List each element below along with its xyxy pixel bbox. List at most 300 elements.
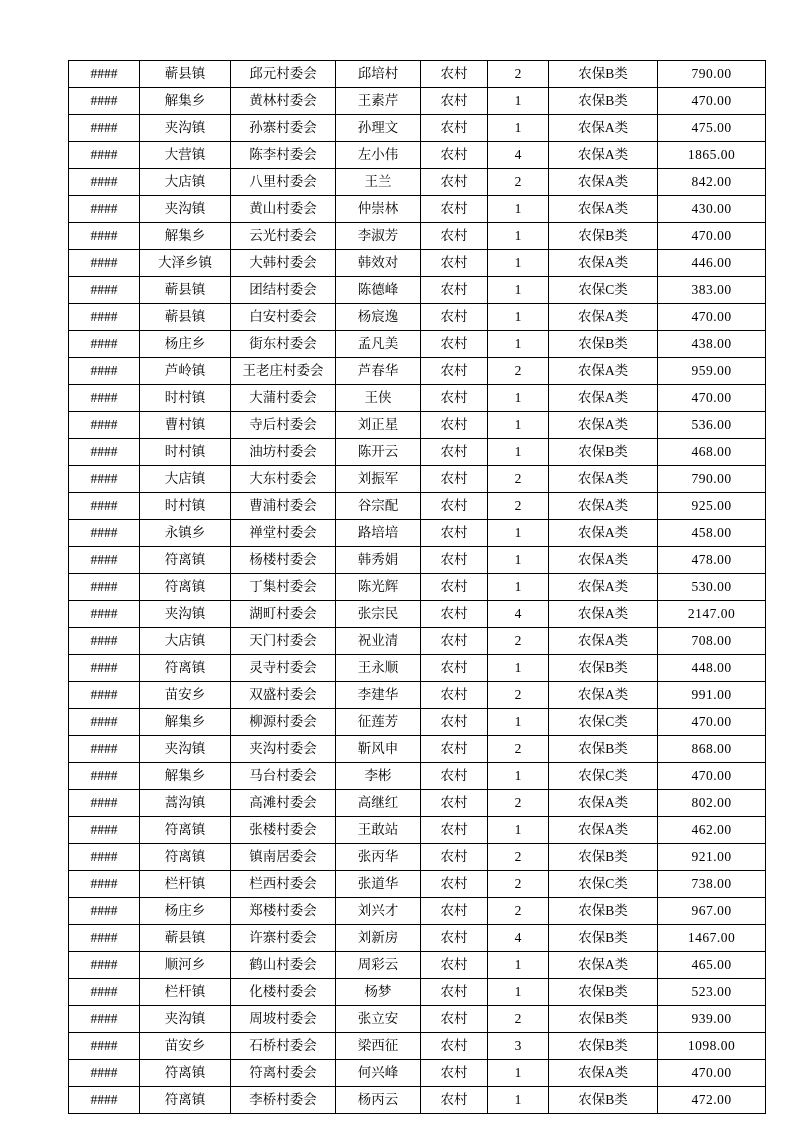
cell-amount: 462.00 — [658, 817, 766, 844]
cell-household-type: 农村 — [421, 736, 488, 763]
cell-category: 农保A类 — [549, 385, 658, 412]
cell-category: 农保A类 — [549, 169, 658, 196]
cell-village: 镇南居委会 — [231, 844, 336, 871]
cell-household-type: 农村 — [421, 898, 488, 925]
cell-town: 符离镇 — [140, 547, 231, 574]
table-row — [69, 763, 766, 790]
cell-amount: 472.00 — [658, 1087, 766, 1114]
cell-household-type: 农村 — [421, 790, 488, 817]
cell-category: 农保A类 — [549, 790, 658, 817]
cell-count: 2 — [488, 493, 549, 520]
cell-village: 湖町村委会 — [231, 601, 336, 628]
cell-village: 许寨村委会 — [231, 925, 336, 952]
cell-count: 2 — [488, 790, 549, 817]
cell-category: 农保A类 — [549, 952, 658, 979]
cell-amount: 470.00 — [658, 88, 766, 115]
cell-village: 大韩村委会 — [231, 250, 336, 277]
cell-town: 夹沟镇 — [140, 1006, 231, 1033]
cell-town: 蒿沟镇 — [140, 790, 231, 817]
cell-village: 八里村委会 — [231, 169, 336, 196]
cell-name: 孙理文 — [336, 115, 421, 142]
cell-count: 1 — [488, 277, 549, 304]
cell-code: #### — [69, 736, 140, 763]
cell-name: 路培培 — [336, 520, 421, 547]
cell-household-type: 农村 — [421, 142, 488, 169]
table-row — [69, 952, 766, 979]
cell-name: 王永顺 — [336, 655, 421, 682]
cell-count: 1 — [488, 655, 549, 682]
cell-town: 夹沟镇 — [140, 196, 231, 223]
cell-town: 时村镇 — [140, 385, 231, 412]
cell-category: 农保A类 — [549, 682, 658, 709]
cell-count: 2 — [488, 169, 549, 196]
cell-village: 周坡村委会 — [231, 1006, 336, 1033]
cell-town: 符离镇 — [140, 574, 231, 601]
cell-household-type: 农村 — [421, 1006, 488, 1033]
cell-town: 夹沟镇 — [140, 115, 231, 142]
cell-town: 夹沟镇 — [140, 601, 231, 628]
cell-household-type: 农村 — [421, 88, 488, 115]
cell-village: 禅堂村委会 — [231, 520, 336, 547]
cell-amount: 430.00 — [658, 196, 766, 223]
cell-name: 刘正星 — [336, 412, 421, 439]
cell-count: 1 — [488, 574, 549, 601]
cell-village: 灵寺村委会 — [231, 655, 336, 682]
cell-amount: 2147.00 — [658, 601, 766, 628]
cell-town: 解集乡 — [140, 763, 231, 790]
cell-amount: 921.00 — [658, 844, 766, 871]
cell-category: 农保A类 — [549, 628, 658, 655]
cell-count: 1 — [488, 763, 549, 790]
table-row — [69, 331, 766, 358]
cell-code: #### — [69, 979, 140, 1006]
cell-code: #### — [69, 61, 140, 88]
cell-household-type: 农村 — [421, 169, 488, 196]
cell-amount: 967.00 — [658, 898, 766, 925]
table-row — [69, 844, 766, 871]
cell-count: 2 — [488, 466, 549, 493]
cell-code: #### — [69, 412, 140, 439]
table-body — [69, 61, 766, 1114]
cell-household-type: 农村 — [421, 277, 488, 304]
cell-category: 农保A类 — [549, 196, 658, 223]
cell-category: 农保B类 — [549, 1006, 658, 1033]
cell-code: #### — [69, 925, 140, 952]
cell-village: 李桥村委会 — [231, 1087, 336, 1114]
table-row — [69, 61, 766, 88]
cell-village: 孙寨村委会 — [231, 115, 336, 142]
cell-count: 3 — [488, 1033, 549, 1060]
table-row — [69, 493, 766, 520]
table-row — [69, 439, 766, 466]
cell-name: 李建华 — [336, 682, 421, 709]
cell-count: 2 — [488, 628, 549, 655]
table-row — [69, 601, 766, 628]
cell-village: 符离村委会 — [231, 1060, 336, 1087]
cell-name: 邱培村 — [336, 61, 421, 88]
cell-town: 永镇乡 — [140, 520, 231, 547]
cell-code: #### — [69, 790, 140, 817]
cell-village: 石桥村委会 — [231, 1033, 336, 1060]
cell-name: 李淑芳 — [336, 223, 421, 250]
cell-amount: 1467.00 — [658, 925, 766, 952]
cell-amount: 925.00 — [658, 493, 766, 520]
cell-amount: 1098.00 — [658, 1033, 766, 1060]
cell-category: 农保A类 — [549, 493, 658, 520]
cell-amount: 802.00 — [658, 790, 766, 817]
cell-household-type: 农村 — [421, 817, 488, 844]
cell-town: 解集乡 — [140, 88, 231, 115]
cell-count: 1 — [488, 1087, 549, 1114]
cell-code: #### — [69, 250, 140, 277]
cell-code: #### — [69, 493, 140, 520]
cell-village: 王老庄村委会 — [231, 358, 336, 385]
cell-amount: 446.00 — [658, 250, 766, 277]
cell-name: 陈德峰 — [336, 277, 421, 304]
cell-category: 农保A类 — [549, 466, 658, 493]
cell-count: 1 — [488, 115, 549, 142]
cell-name: 仲崇林 — [336, 196, 421, 223]
cell-category: 农保A类 — [549, 250, 658, 277]
table-row — [69, 223, 766, 250]
table-row — [69, 115, 766, 142]
cell-household-type: 农村 — [421, 763, 488, 790]
table-row — [69, 655, 766, 682]
table-row — [69, 358, 766, 385]
cell-household-type: 农村 — [421, 223, 488, 250]
cell-category: 农保B类 — [549, 1087, 658, 1114]
cell-town: 解集乡 — [140, 709, 231, 736]
cell-amount: 790.00 — [658, 466, 766, 493]
cell-name: 陈开云 — [336, 439, 421, 466]
cell-town: 苗安乡 — [140, 1033, 231, 1060]
cell-count: 1 — [488, 331, 549, 358]
cell-amount: 475.00 — [658, 115, 766, 142]
cell-amount: 438.00 — [658, 331, 766, 358]
cell-name: 张宗民 — [336, 601, 421, 628]
table-row — [69, 277, 766, 304]
cell-category: 农保B类 — [549, 61, 658, 88]
table-row — [69, 385, 766, 412]
cell-village: 黄林村委会 — [231, 88, 336, 115]
cell-code: #### — [69, 358, 140, 385]
cell-name: 周彩云 — [336, 952, 421, 979]
cell-code: #### — [69, 844, 140, 871]
cell-code: #### — [69, 223, 140, 250]
cell-code: #### — [69, 277, 140, 304]
cell-town: 大营镇 — [140, 142, 231, 169]
cell-household-type: 农村 — [421, 520, 488, 547]
cell-town: 时村镇 — [140, 493, 231, 520]
cell-code: #### — [69, 439, 140, 466]
table-row — [69, 169, 766, 196]
cell-code: #### — [69, 1033, 140, 1060]
cell-count: 1 — [488, 412, 549, 439]
cell-category: 农保B类 — [549, 925, 658, 952]
cell-amount: 478.00 — [658, 547, 766, 574]
cell-name: 杨梦 — [336, 979, 421, 1006]
cell-category: 农保B类 — [549, 898, 658, 925]
cell-town: 大店镇 — [140, 628, 231, 655]
cell-name: 祝业清 — [336, 628, 421, 655]
cell-code: #### — [69, 1087, 140, 1114]
cell-category: 农保A类 — [549, 817, 658, 844]
table-row — [69, 925, 766, 952]
cell-household-type: 农村 — [421, 547, 488, 574]
cell-amount: 468.00 — [658, 439, 766, 466]
cell-category: 农保A类 — [549, 304, 658, 331]
cell-household-type: 农村 — [421, 844, 488, 871]
table-row — [69, 790, 766, 817]
cell-household-type: 农村 — [421, 655, 488, 682]
cell-town: 大店镇 — [140, 169, 231, 196]
cell-household-type: 农村 — [421, 412, 488, 439]
cell-count: 4 — [488, 925, 549, 952]
cell-town: 蕲县镇 — [140, 61, 231, 88]
cell-village: 白安村委会 — [231, 304, 336, 331]
cell-household-type: 农村 — [421, 493, 488, 520]
cell-count: 2 — [488, 844, 549, 871]
cell-village: 陈李村委会 — [231, 142, 336, 169]
cell-village: 寺后村委会 — [231, 412, 336, 439]
cell-town: 时村镇 — [140, 439, 231, 466]
cell-household-type: 农村 — [421, 250, 488, 277]
cell-village: 大蒲村委会 — [231, 385, 336, 412]
cell-household-type: 农村 — [421, 925, 488, 952]
cell-town: 杨庄乡 — [140, 898, 231, 925]
cell-village: 云光村委会 — [231, 223, 336, 250]
cell-household-type: 农村 — [421, 628, 488, 655]
cell-code: #### — [69, 709, 140, 736]
cell-category: 农保B类 — [549, 439, 658, 466]
table-row — [69, 520, 766, 547]
cell-town: 顺河乡 — [140, 952, 231, 979]
cell-village: 团结村委会 — [231, 277, 336, 304]
cell-village: 柳源村委会 — [231, 709, 336, 736]
cell-category: 农保A类 — [549, 358, 658, 385]
table-row — [69, 547, 766, 574]
cell-code: #### — [69, 169, 140, 196]
cell-code: #### — [69, 520, 140, 547]
cell-name: 芦春华 — [336, 358, 421, 385]
cell-amount: 458.00 — [658, 520, 766, 547]
cell-code: #### — [69, 1060, 140, 1087]
cell-name: 梁西征 — [336, 1033, 421, 1060]
cell-village: 黄山村委会 — [231, 196, 336, 223]
cell-count: 4 — [488, 601, 549, 628]
cell-household-type: 农村 — [421, 196, 488, 223]
cell-town: 符离镇 — [140, 1060, 231, 1087]
cell-village: 双盛村委会 — [231, 682, 336, 709]
cell-category: 农保A类 — [549, 115, 658, 142]
cell-category: 农保A类 — [549, 520, 658, 547]
cell-town: 苗安乡 — [140, 682, 231, 709]
cell-household-type: 农村 — [421, 331, 488, 358]
cell-count: 1 — [488, 196, 549, 223]
table-row — [69, 196, 766, 223]
cell-household-type: 农村 — [421, 574, 488, 601]
cell-category: 农保A类 — [549, 601, 658, 628]
table-row — [69, 871, 766, 898]
cell-household-type: 农村 — [421, 682, 488, 709]
cell-category: 农保A类 — [549, 142, 658, 169]
cell-town: 大店镇 — [140, 466, 231, 493]
cell-name: 谷宗配 — [336, 493, 421, 520]
cell-code: #### — [69, 385, 140, 412]
table-row — [69, 1060, 766, 1087]
table-row — [69, 250, 766, 277]
cell-amount: 738.00 — [658, 871, 766, 898]
cell-name: 王敢站 — [336, 817, 421, 844]
cell-amount: 448.00 — [658, 655, 766, 682]
cell-household-type: 农村 — [421, 1060, 488, 1087]
cell-name: 孟凡美 — [336, 331, 421, 358]
table-row — [69, 412, 766, 439]
cell-household-type: 农村 — [421, 952, 488, 979]
table-row — [69, 979, 766, 1006]
table-row — [69, 898, 766, 925]
cell-amount: 868.00 — [658, 736, 766, 763]
cell-town: 符离镇 — [140, 844, 231, 871]
cell-amount: 523.00 — [658, 979, 766, 1006]
cell-village: 栏西村委会 — [231, 871, 336, 898]
table-row — [69, 1033, 766, 1060]
cell-village: 郑楼村委会 — [231, 898, 336, 925]
cell-household-type: 农村 — [421, 979, 488, 1006]
cell-village: 高滩村委会 — [231, 790, 336, 817]
cell-amount: 536.00 — [658, 412, 766, 439]
cell-town: 夹沟镇 — [140, 736, 231, 763]
cell-code: #### — [69, 88, 140, 115]
cell-count: 1 — [488, 520, 549, 547]
cell-village: 邱元村委会 — [231, 61, 336, 88]
cell-household-type: 农村 — [421, 601, 488, 628]
cell-household-type: 农村 — [421, 358, 488, 385]
cell-code: #### — [69, 763, 140, 790]
cell-town: 蕲县镇 — [140, 304, 231, 331]
cell-name: 刘新房 — [336, 925, 421, 952]
cell-village: 马台村委会 — [231, 763, 336, 790]
cell-household-type: 农村 — [421, 1033, 488, 1060]
cell-count: 2 — [488, 358, 549, 385]
cell-amount: 959.00 — [658, 358, 766, 385]
cell-category: 农保B类 — [549, 979, 658, 1006]
cell-code: #### — [69, 304, 140, 331]
table-row — [69, 88, 766, 115]
cell-category: 农保C类 — [549, 871, 658, 898]
cell-category: 农保C类 — [549, 709, 658, 736]
cell-count: 1 — [488, 709, 549, 736]
cell-village: 大东村委会 — [231, 466, 336, 493]
cell-count: 1 — [488, 979, 549, 1006]
cell-amount: 470.00 — [658, 304, 766, 331]
cell-village: 曹浦村委会 — [231, 493, 336, 520]
cell-category: 农保B类 — [549, 655, 658, 682]
cell-name: 韩秀娟 — [336, 547, 421, 574]
cell-category: 农保B类 — [549, 736, 658, 763]
cell-code: #### — [69, 601, 140, 628]
cell-count: 2 — [488, 1006, 549, 1033]
cell-category: 农保B类 — [549, 844, 658, 871]
cell-amount: 470.00 — [658, 763, 766, 790]
cell-town: 蕲县镇 — [140, 277, 231, 304]
cell-household-type: 农村 — [421, 709, 488, 736]
cell-name: 张立安 — [336, 1006, 421, 1033]
cell-code: #### — [69, 655, 140, 682]
cell-amount: 790.00 — [658, 61, 766, 88]
cell-village: 杨楼村委会 — [231, 547, 336, 574]
cell-name: 刘兴才 — [336, 898, 421, 925]
cell-name: 杨宸逸 — [336, 304, 421, 331]
cell-amount: 470.00 — [658, 1060, 766, 1087]
cell-village: 化楼村委会 — [231, 979, 336, 1006]
table-row — [69, 142, 766, 169]
table-row — [69, 709, 766, 736]
table-row — [69, 817, 766, 844]
cell-code: #### — [69, 115, 140, 142]
cell-household-type: 农村 — [421, 871, 488, 898]
cell-village: 街东村委会 — [231, 331, 336, 358]
cell-count: 1 — [488, 304, 549, 331]
cell-code: #### — [69, 871, 140, 898]
cell-category: 农保A类 — [549, 547, 658, 574]
cell-count: 1 — [488, 952, 549, 979]
cell-town: 栏杆镇 — [140, 871, 231, 898]
cell-code: #### — [69, 817, 140, 844]
cell-count: 2 — [488, 682, 549, 709]
cell-town: 曹村镇 — [140, 412, 231, 439]
cell-code: #### — [69, 1006, 140, 1033]
table-row — [69, 466, 766, 493]
cell-town: 芦岭镇 — [140, 358, 231, 385]
cell-name: 杨丙云 — [336, 1087, 421, 1114]
cell-amount: 708.00 — [658, 628, 766, 655]
cell-name: 韩效对 — [336, 250, 421, 277]
cell-code: #### — [69, 682, 140, 709]
cell-household-type: 农村 — [421, 1087, 488, 1114]
cell-category: 农保C类 — [549, 763, 658, 790]
cell-name: 征莲芳 — [336, 709, 421, 736]
cell-name: 王素芹 — [336, 88, 421, 115]
cell-village: 油坊村委会 — [231, 439, 336, 466]
cell-name: 左小伟 — [336, 142, 421, 169]
cell-amount: 383.00 — [658, 277, 766, 304]
cell-town: 栏杆镇 — [140, 979, 231, 1006]
cell-count: 1 — [488, 1060, 549, 1087]
cell-amount: 842.00 — [658, 169, 766, 196]
cell-village: 天门村委会 — [231, 628, 336, 655]
cell-town: 符离镇 — [140, 817, 231, 844]
cell-town: 符离镇 — [140, 1087, 231, 1114]
cell-amount: 991.00 — [658, 682, 766, 709]
cell-count: 1 — [488, 439, 549, 466]
table-row — [69, 628, 766, 655]
cell-village: 丁集村委会 — [231, 574, 336, 601]
cell-count: 2 — [488, 871, 549, 898]
cell-category: 农保A类 — [549, 1060, 658, 1087]
table-row — [69, 574, 766, 601]
cell-town: 蕲县镇 — [140, 925, 231, 952]
cell-count: 1 — [488, 223, 549, 250]
cell-amount: 465.00 — [658, 952, 766, 979]
cell-category: 农保B类 — [549, 1033, 658, 1060]
cell-code: #### — [69, 628, 140, 655]
cell-household-type: 农村 — [421, 466, 488, 493]
cell-household-type: 农村 — [421, 61, 488, 88]
cell-category: 农保A类 — [549, 412, 658, 439]
cell-amount: 530.00 — [658, 574, 766, 601]
cell-count: 1 — [488, 385, 549, 412]
